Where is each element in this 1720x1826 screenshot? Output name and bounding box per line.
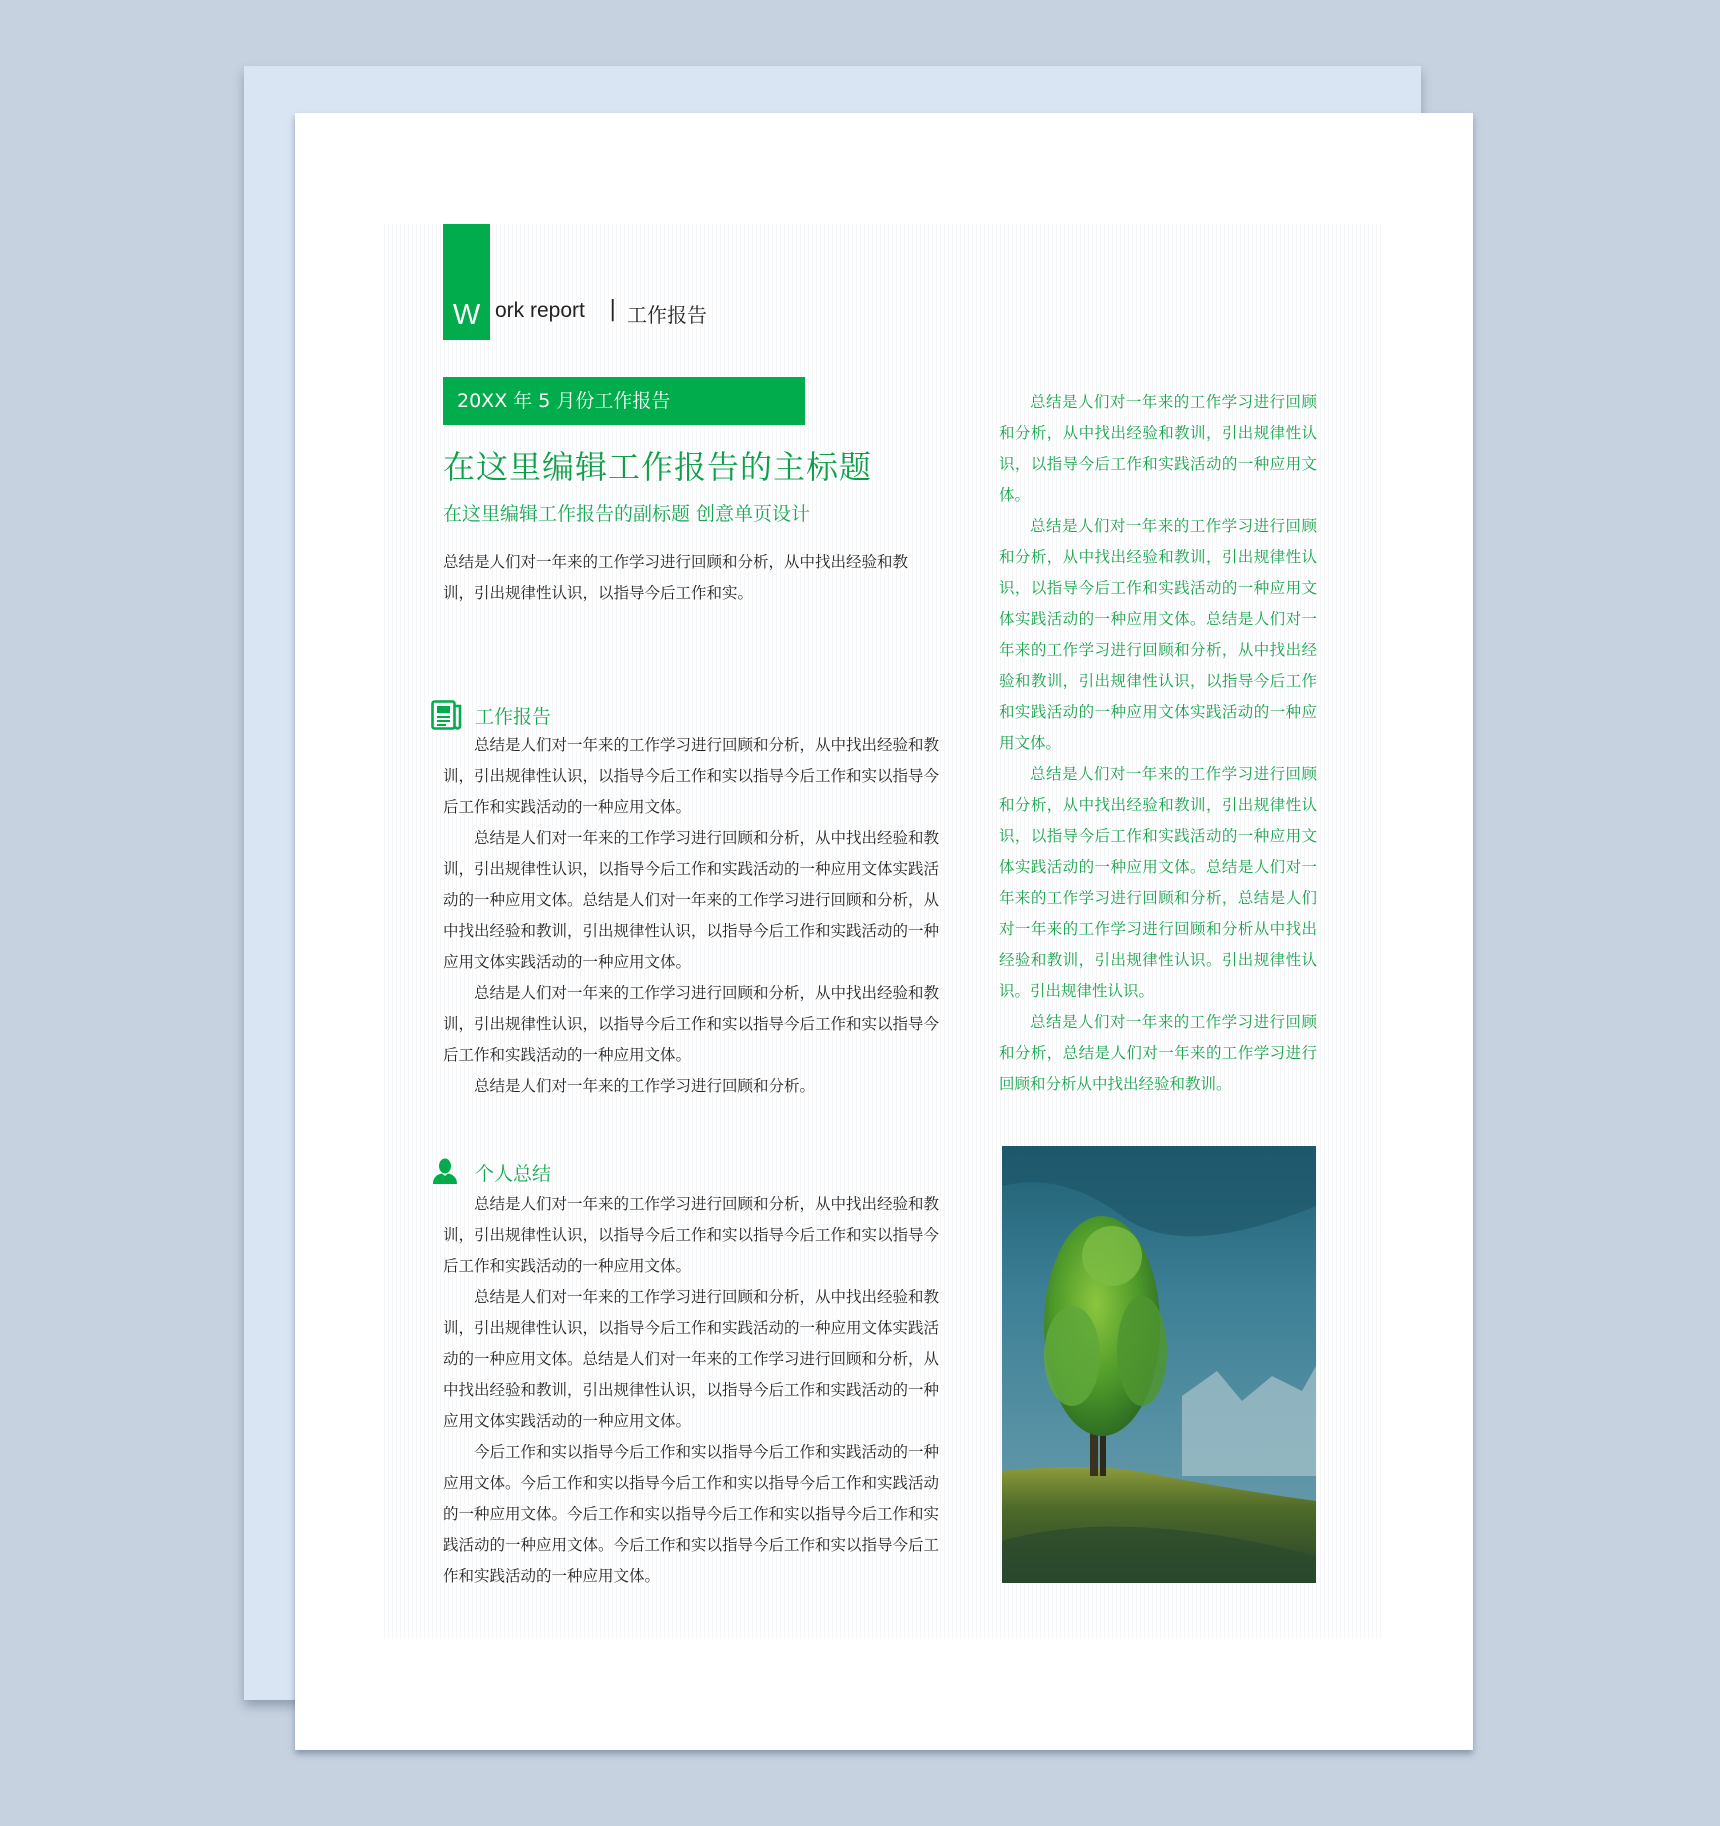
- newspaper-icon: [431, 700, 463, 730]
- paragraph: 总结是人们对一年来的工作学习进行回顾和分析，从中找出经验和教训，引出规律性认识，以指导今后工作和实践活动的一种应用文体实践活动的一种应用文体。总结是人们对一年来的工作学习进行回顾和分析，总结是人们对一年来的工作学习进行回顾和分析从中找出经验和教训，引出规律性认识。引出规律性认识。引出规律性认识。: [999, 765, 1317, 1000]
- date-banner: 20XX 年 5 月份工作报告: [443, 377, 805, 425]
- document-content: [381, 224, 1383, 1639]
- paragraph: 总结是人们对一年来的工作学习进行回顾和分析，从中找出经验和教训，引出规律性认识，以指导今后工作和实践活动的一种应用文体实践活动的一种应用文体。总结是人们对一年来的工作学习进行回顾和分析，从中找出经验和教训，引出规律性认识，以指导今后工作和实践活动的一种应用文体实践活动的一种应用文体。: [999, 517, 1317, 752]
- section-body-personal-summary: [443, 1189, 939, 1592]
- paragraph: 总结是人们对一年来的工作学习进行回顾和分析，从中找出经验和教训，引出规律性认识，以指导今后工作和实以指导今后工作和实以指导今后工作和实践活动的一种应用文体。: [443, 736, 940, 816]
- section-heading-work-report: [431, 700, 551, 730]
- header-chinese-title: 工作报告: [627, 303, 707, 327]
- logo-letter: W: [452, 299, 481, 331]
- section-body-work-report: [443, 730, 939, 1102]
- front-page-sheet: [295, 113, 1473, 1750]
- paragraph: 今后工作和实以指导今后工作和实以指导今后工作和实践活动的一种应用文体。今后工作和实以指导今后工作和实以指导今后工作和实践活动的一种应用文体。今后工作和实以指导今后工作和实以指导今后工作和实践活动的一种应用文体。今后工作和实以指导今后工作和实以指导今后工作和实践活动的一种应用文体。: [443, 1443, 940, 1585]
- section-heading-personal-summary: [431, 1157, 551, 1187]
- header-separator: |: [609, 297, 617, 322]
- intro-paragraph: 总结是人们对一年来的工作学习进行回顾和分析，从中找出经验和教训，引出规律性认识，以指导今后工作和实。: [443, 553, 909, 602]
- paragraph: 总结是人们对一年来的工作学习进行回顾和分析，从中找出经验和教训，引出规律性认识，以指导今后工作和实践活动的一种应用文体实践活动的一种应用文体。总结是人们对一年来的工作学习进行回顾和分析，从中找出经验和教训，引出规律性认识，以指导今后工作和实践活动的一种应用文体实践活动的一种应用文体。: [443, 1288, 940, 1430]
- tree-photo: [1002, 1146, 1316, 1583]
- paragraph: 总结是人们对一年来的工作学习进行回顾和分析，总结是人们对一年来的工作学习进行回顾和分析从中找出经验和教训。: [999, 1013, 1317, 1093]
- header-english-title: ork report: [495, 299, 585, 322]
- section-title: 工作报告: [475, 705, 552, 728]
- logo-block: [443, 224, 490, 340]
- paragraph: 总结是人们对一年来的工作学习进行回顾和分析，从中找出经验和教训，引出规律性认识，以指导今后工作和实践活动的一种应用文体。: [999, 393, 1317, 504]
- page-title: 在这里编辑工作报告的主标题: [443, 448, 873, 486]
- paragraph: 总结是人们对一年来的工作学习进行回顾和分析。: [474, 1077, 816, 1095]
- person-icon: [431, 1157, 463, 1187]
- right-column-text: [999, 387, 1317, 1100]
- paragraph: 总结是人们对一年来的工作学习进行回顾和分析，从中找出经验和教训，引出规律性认识，以指导今后工作和实以指导今后工作和实以指导今后工作和实践活动的一种应用文体。: [443, 984, 940, 1064]
- section-title: 个人总结: [475, 1162, 552, 1185]
- paragraph: 总结是人们对一年来的工作学习进行回顾和分析，从中找出经验和教训，引出规律性认识，以指导今后工作和实践活动的一种应用文体实践活动的一种应用文体。总结是人们对一年来的工作学习进行回顾和分析，从中找出经验和教训，引出规律性认识，以指导今后工作和实践活动的一种应用文体实践活动的一种应用文体。: [443, 829, 940, 971]
- paragraph: 总结是人们对一年来的工作学习进行回顾和分析，从中找出经验和教训，引出规律性认识，以指导今后工作和实以指导今后工作和实以指导今后工作和实践活动的一种应用文体。: [443, 1195, 940, 1275]
- page-subtitle: 在这里编辑工作报告的副标题 创意单页设计: [443, 503, 811, 525]
